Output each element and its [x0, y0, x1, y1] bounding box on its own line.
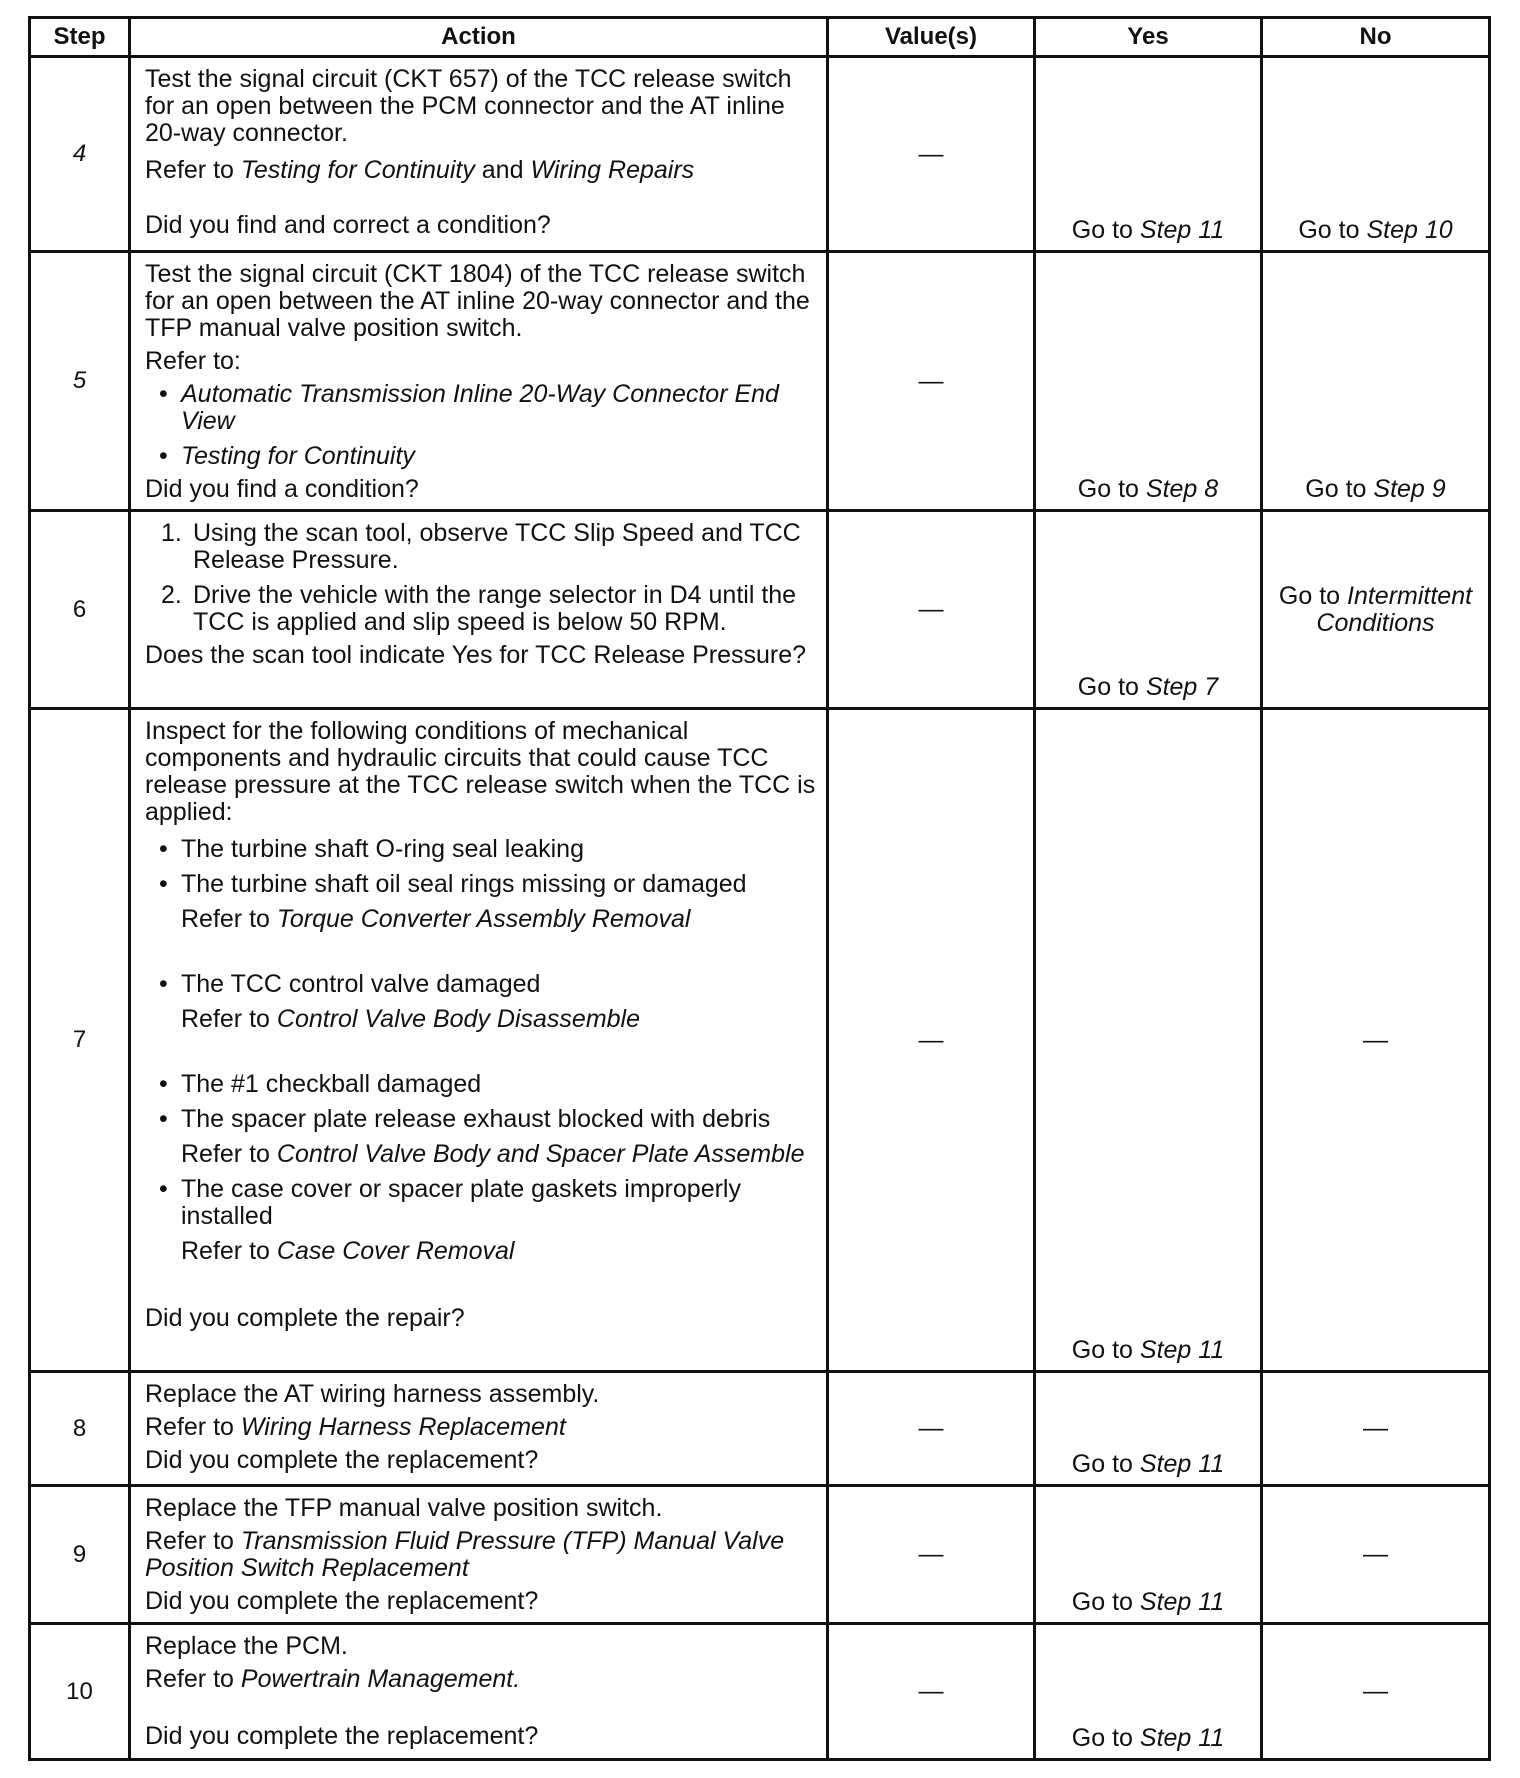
question: Did you complete the repair? — [145, 1304, 465, 1332]
step-number: 8 — [30, 1372, 130, 1486]
value-cell: — — [828, 709, 1035, 1372]
link-tfp-switch-replacement[interactable]: Transmission Fluid Pressure (TFP) Manual Valve Position Switch Replacement — [145, 1527, 785, 1582]
header-no: No — [1262, 18, 1490, 57]
refer-line: Refer to Torque Converter Assembly Removal — [181, 905, 691, 933]
action-cell — [130, 57, 828, 252]
step-number: 9 — [30, 1486, 130, 1624]
list-item: • The TCC control valve damaged Refer to Control Valve Body Disassemble — [181, 971, 816, 1033]
list-item: • The #1 checkball damaged — [181, 1071, 816, 1098]
action-text: Replace the PCM. — [145, 1632, 348, 1660]
link-testing-for-continuity[interactable]: Testing for Continuity — [181, 442, 415, 470]
step-number: 10 — [30, 1624, 130, 1760]
list-item: 2. Drive the vehicle with the range selector in D4 until the TCC is applied and slip speed is below 50 RPM. — [161, 581, 797, 636]
question: Did you complete the replacement? — [145, 1722, 539, 1750]
refer-line: Refer to Transmission Fluid Pressure (TFP) Manual Valve Position Switch Replacement — [145, 1527, 785, 1582]
list-item: • The spacer plate release exhaust blocked with debris Refer to Control Valve Body and Spacer Plate Assemble — [181, 1106, 816, 1168]
table-row — [30, 511, 1490, 709]
refer-line: Refer to Wiring Harness Replacement — [145, 1413, 566, 1441]
reference-list — [145, 381, 816, 470]
header-step: Step — [30, 18, 130, 57]
action-cell — [130, 1486, 828, 1624]
link-testing-for-continuity[interactable]: Testing for Continuity — [240, 156, 475, 184]
no-cell: — — [1262, 709, 1490, 1372]
value-cell: — — [828, 252, 1035, 511]
no-cell: — — [1262, 1486, 1490, 1624]
table-row — [30, 252, 1490, 511]
action-text: Test the signal circuit (CKT 1804) of the TCC release switch for an open between the AT inline 20-way connector and the TFP manual valve position switch. — [145, 260, 810, 342]
refer-line: Refer to Powertrain Management. — [145, 1665, 521, 1693]
yes-cell[interactable]: Go to Step 11 — [1035, 57, 1262, 252]
table-row — [30, 1372, 1490, 1486]
list-item — [181, 381, 816, 435]
question: Does the scan tool indicate Yes for TCC Release Pressure? — [145, 641, 807, 669]
action-text: Replace the TFP manual valve position switch. — [145, 1494, 663, 1522]
table-row — [30, 57, 1490, 252]
link-case-cover-removal[interactable]: Case Cover Removal — [276, 1237, 515, 1265]
action-text: Replace the AT wiring harness assembly. — [145, 1380, 600, 1408]
yes-cell[interactable]: Go to Step 11 — [1035, 1486, 1262, 1624]
step-number: 7 — [30, 709, 130, 1372]
no-cell: — — [1262, 1372, 1490, 1486]
yes-cell[interactable]: Go to Step 7 — [1035, 511, 1262, 709]
header-action: Action — [130, 18, 828, 57]
value-cell: — — [828, 57, 1035, 252]
table-row — [30, 1624, 1490, 1760]
numbered-list — [145, 520, 816, 636]
table-row — [30, 709, 1490, 1372]
value-cell: — — [828, 1624, 1035, 1760]
link-powertrain-management[interactable]: Powertrain Management. — [240, 1665, 521, 1693]
table-row — [30, 1486, 1490, 1624]
value-cell: — — [828, 1372, 1035, 1486]
action-cell — [130, 511, 828, 709]
question: Did you complete the replacement? — [145, 1446, 539, 1474]
action-cell — [130, 1372, 828, 1486]
header-values: Value(s) — [828, 18, 1035, 57]
link-torque-converter-removal[interactable]: Torque Converter Assembly Removal — [276, 905, 691, 933]
link-control-valve-body-assemble[interactable]: Control Valve Body and Spacer Plate Assemble — [276, 1140, 805, 1168]
link-wiring-repairs[interactable]: Wiring Repairs — [530, 156, 695, 184]
step-number: 4 — [30, 57, 130, 252]
link-control-valve-body-disassemble[interactable]: Control Valve Body Disassemble — [276, 1005, 641, 1033]
yes-cell[interactable]: Go to Step 11 — [1035, 709, 1262, 1372]
refer-line: Refer to Testing for Continuity and Wiring Repairs — [145, 156, 695, 184]
value-cell: — — [828, 511, 1035, 709]
header-yes: Yes — [1035, 18, 1262, 57]
list-item — [181, 443, 816, 470]
action-text: Inspect for the following conditions of mechanical components and hydraulic circuits that could cause TCC release pressure at the TCC release switch when the TCC is applied: — [145, 717, 816, 826]
no-cell[interactable]: Go to Step 10 — [1262, 57, 1490, 252]
refer-line: Refer to Control Valve Body and Spacer Plate Assemble — [181, 1140, 805, 1168]
no-cell[interactable]: Go to Step 9 — [1262, 252, 1490, 511]
no-cell[interactable]: Go to Intermittent Conditions — [1262, 511, 1490, 709]
value-cell: — — [828, 1486, 1035, 1624]
refer-line: Refer to Control Valve Body Disassemble — [181, 1005, 641, 1033]
action-cell — [130, 709, 828, 1372]
question: Did you find and correct a condition? — [145, 211, 551, 239]
list-item: 1. Using the scan tool, observe TCC Slip Speed and TCC Release Pressure. — [161, 519, 801, 574]
list-item: • The turbine shaft oil seal rings missing or damaged Refer to Torque Converter Assembly Removal — [181, 871, 816, 933]
action-cell — [130, 252, 828, 511]
diagnostic-table — [28, 16, 1491, 1761]
list-item: • The case cover or spacer plate gaskets improperly installed Refer to Case Cover Removal — [181, 1176, 816, 1265]
link-at-inline-connector-end-view[interactable]: Automatic Transmission Inline 20-Way Connector End View — [181, 380, 779, 435]
step-number: 6 — [30, 511, 130, 709]
yes-cell[interactable]: Go to Step 11 — [1035, 1624, 1262, 1760]
question: Did you find a condition? — [145, 475, 419, 503]
header-row — [30, 18, 1490, 57]
link-wiring-harness-replacement[interactable]: Wiring Harness Replacement — [240, 1413, 566, 1441]
yes-cell[interactable]: Go to Step 11 — [1035, 1372, 1262, 1486]
list-item: • The turbine shaft O-ring seal leaking — [181, 836, 816, 863]
no-cell: — — [1262, 1624, 1490, 1760]
yes-cell[interactable]: Go to Step 8 — [1035, 252, 1262, 511]
condition-list — [145, 836, 816, 1265]
refer-line: Refer to: — [145, 347, 241, 375]
action-text: Test the signal circuit (CKT 657) of the TCC release switch for an open between the PCM connector and the AT inline 20-way connector. — [145, 65, 792, 147]
question: Did you complete the replacement? — [145, 1587, 539, 1615]
refer-line: Refer to Case Cover Removal — [181, 1237, 515, 1265]
step-number: 5 — [30, 252, 130, 511]
action-cell — [130, 1624, 828, 1760]
